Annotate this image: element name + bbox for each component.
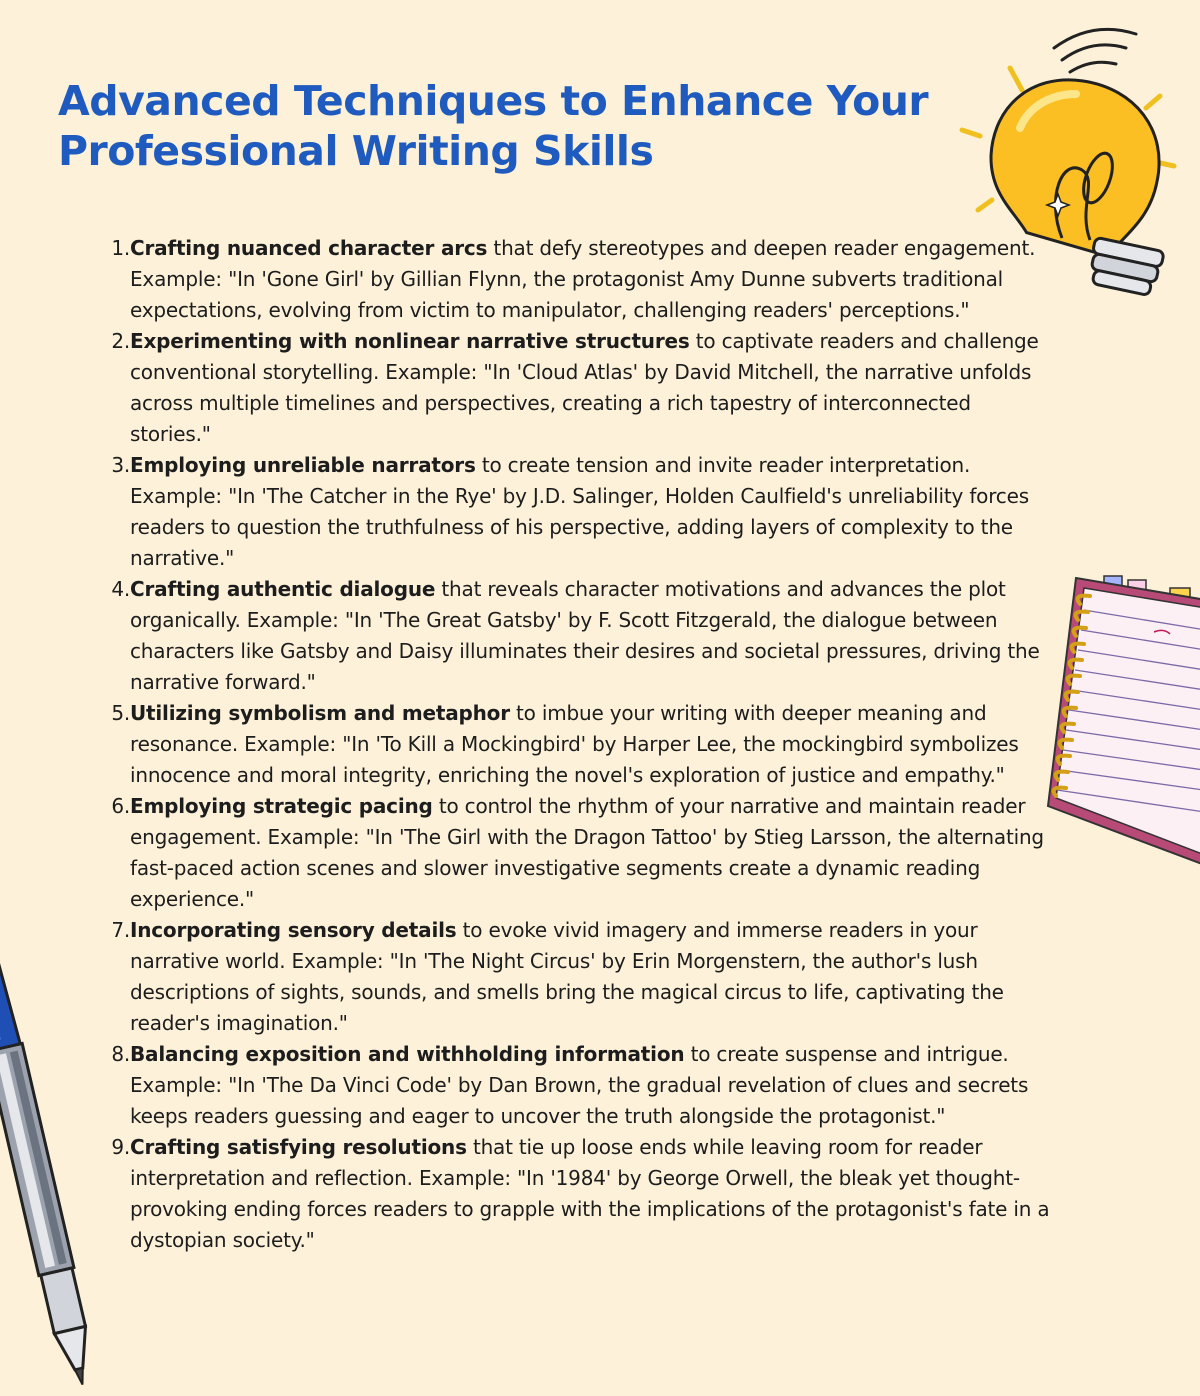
list-item-title: Incorporating sensory details: [130, 918, 457, 942]
list-number: 4.: [111, 577, 130, 601]
list-item: [102, 450, 1050, 574]
list-item-body: that tie up loose ends while leaving room for reader interpretation and reflection. Example: "In '1984' by George Orwell, the bleak yet thought-provoking ending forces readers to grapple with the implications of the protagonist's fate in a dystopian society.": [130, 1135, 1050, 1252]
notebook-icon: [1028, 570, 1200, 870]
list-item-title: Balancing exposition and withholding information: [130, 1042, 685, 1066]
list-number: 5.: [111, 701, 130, 725]
list-item: [102, 791, 1050, 915]
list-number: 6.: [111, 794, 130, 818]
list-item: [102, 915, 1050, 1039]
list-item-text: [130, 1132, 1050, 1256]
pen-icon: [0, 920, 100, 1390]
list-number: 9.: [111, 1135, 130, 1159]
list-item: [102, 1132, 1050, 1256]
page-title: Advanced Techniques to Enhance Your Professional Writing Skills: [58, 77, 929, 175]
list-number: 7.: [111, 918, 130, 942]
list-number: 8.: [111, 1042, 130, 1066]
list-item-title: Utilizing symbolism and metaphor: [130, 701, 510, 725]
list-item-text: [130, 574, 1050, 698]
list-item-title: Crafting nuanced character arcs: [130, 236, 488, 260]
list-item-title: Employing unreliable narrators: [130, 453, 476, 477]
list-item-body: to create tension and invite reader interpretation. Example: "In 'The Catcher in the Rye' by J.D. Salinger, Holden Caulfield's unreliability forces readers to question the truthfulness of his perspective, adding layers of complexity to the narrative.": [130, 453, 1029, 570]
list-number: 3.: [111, 453, 130, 477]
list-item-text: [130, 450, 1050, 574]
list-number: 2.: [111, 329, 130, 353]
list-number: 1.: [111, 236, 130, 260]
tips-list: [102, 233, 1050, 1256]
list-item-title: Employing strategic pacing: [130, 794, 433, 818]
list-item-title: Crafting authentic dialogue: [130, 577, 436, 601]
list-item-text: [130, 791, 1050, 915]
list-item-text: [130, 915, 1050, 1039]
list-item-text: [130, 233, 1050, 326]
list-item-body: that reveals character motivations and advances the plot organically. Example: "In 'The Great Gatsby' by F. Scott Fitzgerald, the dialogue between characters like Gatsby and Daisy illuminates their desires and societal pressures, driving the narrative forward.": [130, 577, 1040, 694]
list-item-body: to imbue your writing with deeper meaning and resonance. Example: "In 'To Kill a Mockingbird' by Harper Lee, the mockingbird symbolizes innocence and moral integrity, enriching the novel's exploration of justice and empathy.": [130, 701, 1019, 787]
list-item-body: to create suspense and intrigue. Example: "In 'The Da Vinci Code' by Dan Brown, the gradual revelation of clues and secrets keeps readers guessing and eager to uncover the truth alongside the protagonist.": [130, 1042, 1029, 1128]
list-item-text: [130, 1039, 1050, 1132]
list-item-title: Experimenting with nonlinear narrative structures: [130, 329, 690, 353]
list-item: [102, 698, 1050, 791]
list-item: [102, 1039, 1050, 1132]
list-item-body: that defy stereotypes and deepen reader engagement. Example: "In 'Gone Girl' by Gillian Flynn, the protagonist Amy Dunne subverts traditional expectations, evolving from victim to manipulator, challenging readers' perceptions.": [130, 236, 1036, 322]
list-item-body: to captivate readers and challenge conventional storytelling. Example: "In 'Cloud Atlas' by David Mitchell, the narrative unfolds across multiple timelines and perspectives, creating a rich tapestry of interconnected stories.": [130, 329, 1039, 446]
list-item: [102, 326, 1050, 450]
list-item-text: [130, 326, 1050, 450]
list-item-body: to control the rhythm of your narrative and maintain reader engagement. Example: "In 'The Girl with the Dragon Tattoo' by Stieg Larsson, the alternating fast-paced action scenes and slower investigative segments create a dynamic reading experience.": [130, 794, 1044, 911]
list-item: [102, 233, 1050, 326]
list-item-text: [130, 698, 1050, 791]
list-item-title: Crafting satisfying resolutions: [130, 1135, 467, 1159]
list-item-body: to evoke vivid imagery and immerse readers in your narrative world. Example: "In 'The Night Circus' by Erin Morgenstern, the author's lush descriptions of sights, sounds, and smells bring the magical circus to life, captivating the reader's imagination.": [130, 918, 1004, 1035]
list-item: [102, 574, 1050, 698]
